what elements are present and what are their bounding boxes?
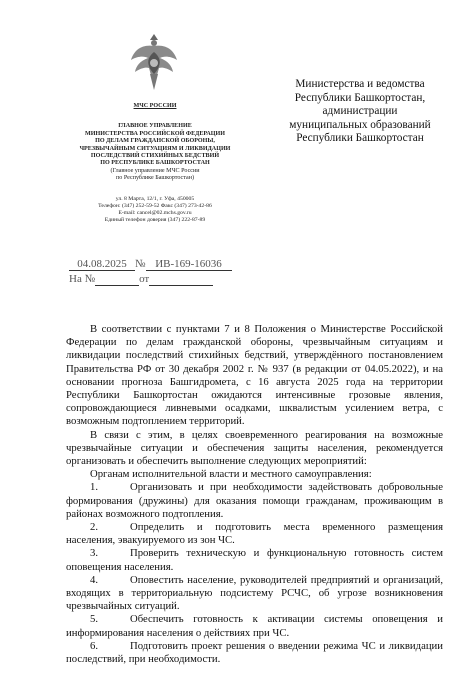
item-text: Обеспечить готовность к активации системы оповещения и информирования населения о действиях при ЧС. [66,613,443,639]
addressee-line: Республики Башкортостан, [294,91,426,104]
list-item [66,640,443,666]
document-date: 04.08.2025 [69,258,135,271]
body-paragraph: В соответствии с пунктами 7 и 8 Положения о Министерстве Российской Федерации по делам гражданской обороны, чрезвычайным ситуациям и ликвидации последствий стихийных бедствий, утверждённого постановлением Правительства РФ от 30 декабря 2002 г. № 937 (в редакции от 04.05.2022), и на основании прогноза Башгидромета, с 16 августа 2025 года на территории Республики Башкортостан ожидаются интенсивные грозовые явления, сопровождающиеся ливневыми осадками, шквалистым усилением ветра, с возможным подтоплением территорий. [66,323,443,428]
item-text: Определить и подготовить места временного размещения населения, эвакуируемого из зон ЧС. [66,521,443,547]
agency-short-name: МЧС РОССИИ [133,103,177,109]
list-item [66,613,443,639]
department-line: МИНИСТЕРСТВА РОССИЙСКОЙ ФЕДЕРАЦИИ [85,130,225,137]
document-number: ИВ-169-16036 [146,258,232,271]
item-text: Организовать и при необходимости задействовать добровольные формирования (дружины) для оказания помощи гражданам, проживающим в районах возможного подтопления. [66,481,443,520]
number-prefix: № [135,258,146,270]
letter-body [66,323,443,666]
body-paragraph: В связи с этим, в целях своевременного реагирования на возможные чрезвычайные ситуации и обеспечения защиты населения, рекомендуется организовать и обеспечить выполнение следующих мероприятий: [66,428,443,468]
list-item [66,547,443,573]
contact-info [60,196,250,225]
department-line: ПО РЕСПУБЛИКЕ БАШКОРТОСТАН [100,160,210,167]
body-paragraph: Органам исполнительной власти и местного самоуправления: [90,468,372,481]
sender-header [60,103,250,224]
item-number: 5. [90,613,99,626]
department-name [60,123,250,167]
item-number: 2. [90,521,99,534]
item-text: Подготовить проект решения о введении режима ЧС и ликвидации последствий, при необходимости. [66,639,443,666]
phone-line: Телефон: (347) 252-59-52 Факс (347) 273-42-86 [98,202,212,209]
short-name-line: по Республике Башкортостан) [116,175,194,182]
addressee-line: администрации [322,105,398,118]
reference-number-blank [95,273,139,286]
item-number: 6. [90,639,99,652]
item-number: 4. [90,573,99,586]
emergency-ministry-emblem-icon [128,30,180,92]
reference-prefix: На № [69,273,96,285]
addressee-line: Республики Башкортостан [296,132,424,145]
department-line: ПО ДЕЛАМ ГРАЖДАНСКОЙ ОБОРОНЫ, [95,138,215,145]
department-line: ГЛАВНОЕ УПРАВЛЕНИЕ [118,123,192,130]
list-item [66,574,443,614]
addressee-line: Министерства и ведомства [295,78,425,90]
email-line: E-mail: cancel@02.mchs.gov.ru [118,210,192,217]
item-text: Оповестить население, руководителей предприятий и организаций, входящих в территориальную подсистему РСЧС, об угрозе возникновения чрезвычайных ситуаций. [66,573,443,613]
item-text: Проверить техническую и функциональную готовность систем оповещения населения. [66,547,443,573]
hotline-line: Единый телефон доверия (347) 222-87-89 [104,217,206,224]
addressee-block [275,78,445,146]
address-line: ул. 8 Марта, 12/1, г. Уфа, 450005 [115,195,195,202]
registration-line [69,258,232,271]
item-number: 1. [90,481,99,494]
short-name-line: (Главное управление МЧС России [110,167,200,174]
list-item [66,481,443,521]
department-line: ЧРЕЗВЫЧАЙНЫМ СИТУАЦИЯМ И ЛИКВИДАЦИИ [79,145,231,152]
reference-line [69,273,213,286]
addressee-line: муниципальных образований [289,118,431,131]
reference-date-blank [149,273,213,286]
department-line: ПОСЛЕДСТВИЙ СТИХИЙНЫХ БЕДСТВИЙ [90,153,220,160]
department-short-name [60,168,250,183]
reference-from: от [139,273,150,285]
item-number: 3. [90,547,99,560]
list-item [66,521,443,547]
